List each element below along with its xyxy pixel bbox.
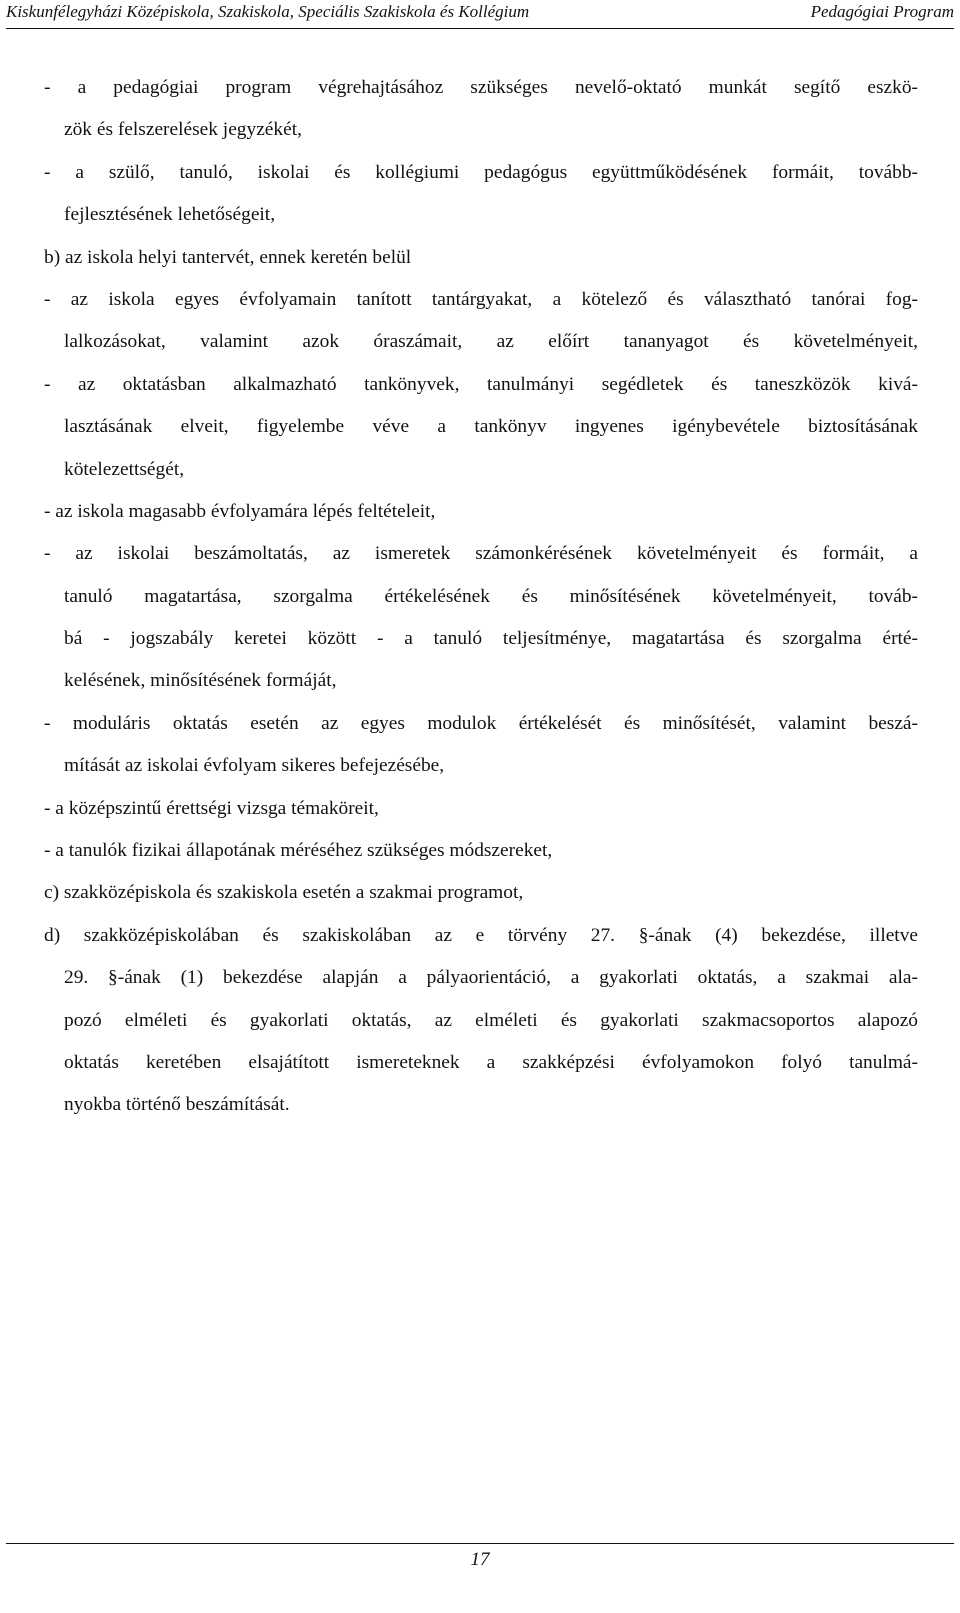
text-line: - az iskola egyes évfolyamain tanított tantárgyakat, a kötelező és választható tanórai fog- xyxy=(44,288,918,310)
text-line: lalkozásokat, valamint azok óraszámait, az előírt tananyagot és követelményeit, xyxy=(64,331,918,353)
text-line: kelésének, minősítésének formáját, xyxy=(64,670,337,692)
body-text xyxy=(44,67,918,1127)
text-line: - a szülő, tanuló, iskolai és kollégiumi pedagógus együttműködésének formáit, tovább- xyxy=(44,161,918,183)
footer-divider xyxy=(6,1543,954,1544)
text-line: c) szakközépiskola és szakiskola esetén a szakmai programot, xyxy=(44,882,524,904)
text-line: lasztásának elveit, figyelembe véve a tankönyv ingyenes igénybevétele biztosításának xyxy=(64,416,918,438)
text-line: 29. §-ának (1) bekezdése alapján a pályaorientáció, a gyakorlati oktatás, a szakmai ala- xyxy=(64,967,918,989)
text-line: nyokba történő beszámítását. xyxy=(64,1094,290,1116)
page-number: 17 xyxy=(470,1549,490,1570)
page-header xyxy=(6,0,954,28)
header-divider xyxy=(6,28,954,29)
text-line: oktatás keretében elsajátított ismereteknek a szakképzési évfolyamokon folyó tanulmá- xyxy=(64,1051,918,1073)
text-line: - moduláris oktatás esetén az egyes modulok értékelését és minősítését, valamint beszá- xyxy=(44,712,918,734)
text-line: kötelezettségét, xyxy=(64,458,185,480)
header-document-title: Pedagógiai Program xyxy=(810,2,954,21)
text-line: pozó elméleti és gyakorlati oktatás, az elméleti és gyakorlati szakmacsoportos alapozó xyxy=(64,1009,918,1031)
text-line: - az iskola magasabb évfolyamára lépés feltételeit, xyxy=(44,500,436,522)
header-school-name: Kiskunfélegyházi Középiskola, Szakiskola, Speciális Szakiskola és Kollégium xyxy=(6,2,530,21)
text-line: tanuló magatartása, szorgalma értékelésének és minősítésének követelményeit, továb- xyxy=(64,585,918,607)
text-line: - az oktatásban alkalmazható tankönyvek, tanulmányi segédletek és taneszközök kivá- xyxy=(44,373,918,395)
text-line: - az iskolai beszámoltatás, az ismeretek számonkérésének követelményeit és formáit, a xyxy=(44,543,918,565)
text-line: d) szakközépiskolában és szakiskolában az e törvény 27. §-ának (4) bekezdése, illetve xyxy=(44,924,918,946)
text-line: mítását az iskolai évfolyam sikeres befejezésébe, xyxy=(64,755,445,777)
text-line: zök és felszerelések jegyzékét, xyxy=(64,119,302,141)
text-line: bá - jogszabály keretei között - a tanuló teljesítménye, magatartása és szorgalma érté- xyxy=(64,628,918,650)
text-line: - a pedagógiai program végrehajtásához szükséges nevelő-oktató munkát segítő eszkö- xyxy=(44,77,918,98)
text-line: - a tanulók fizikai állapotának méréséhez szükséges módszereket, xyxy=(44,840,553,862)
text-line: b) az iskola helyi tantervét, ennek keretén belül xyxy=(44,246,412,268)
text-line: fejlesztésének lehetőségeit, xyxy=(64,204,276,226)
text-line: - a középszintű érettségi vizsga témaköreit, xyxy=(44,797,379,819)
